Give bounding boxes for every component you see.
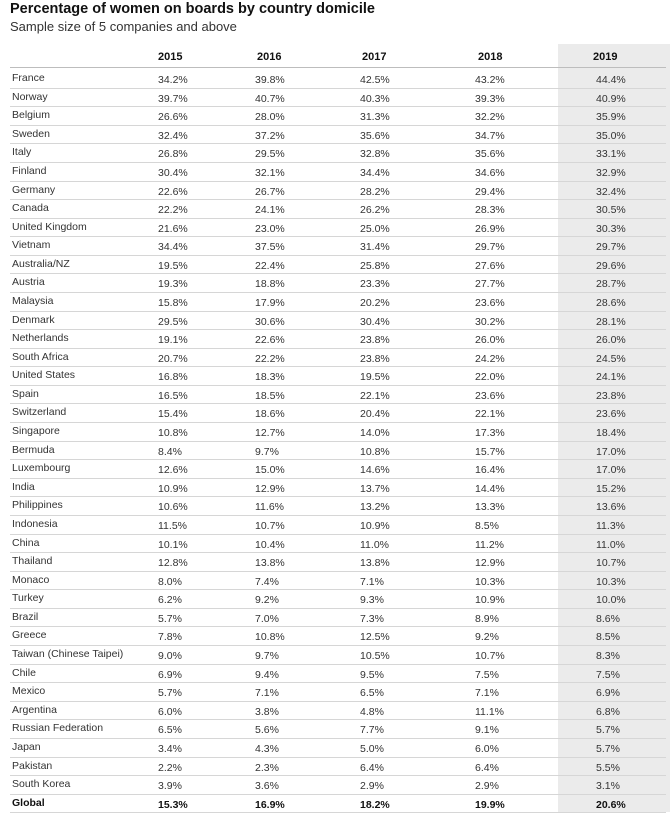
table-cell: 26.0% <box>596 334 626 347</box>
table-cell: 26.9% <box>475 222 505 235</box>
row-divider <box>10 236 666 237</box>
table-cell: 13.3% <box>475 501 505 514</box>
row-label: Indonesia <box>12 517 58 530</box>
table-cell: 4.8% <box>360 705 384 718</box>
table-cell: 16.8% <box>158 371 188 384</box>
table-cell: 32.1% <box>255 166 285 179</box>
row-divider <box>10 348 666 349</box>
column-header-2018: 2018 <box>478 51 503 63</box>
row-divider <box>10 626 666 627</box>
table-cell: 39.3% <box>475 92 505 105</box>
table-cell: 23.6% <box>596 408 626 421</box>
table-cell: 6.4% <box>360 761 384 774</box>
table-cell: 23.8% <box>360 352 390 365</box>
table-cell: 19.1% <box>158 334 188 347</box>
row-divider <box>10 664 666 665</box>
table-cell: 20.7% <box>158 352 188 365</box>
table-cell: 10.6% <box>158 501 188 514</box>
table-cell: 8.5% <box>596 631 620 644</box>
table-cell: 11.0% <box>360 538 389 551</box>
table-cell: 13.8% <box>360 557 390 570</box>
table-cell: 10.0% <box>596 594 626 607</box>
table-cell: 11.5% <box>158 519 187 532</box>
table-cell: 10.9% <box>475 594 505 607</box>
table-cell: 28.6% <box>596 297 626 309</box>
table-cell: 12.6% <box>158 464 188 477</box>
table-cell: 17.3% <box>475 427 505 439</box>
table-cell: 20.2% <box>360 297 390 309</box>
table-cell: 6.4% <box>475 761 499 774</box>
table-cell: 8.9% <box>475 612 499 625</box>
row-label: Belgium <box>12 109 50 122</box>
table-cell: 14.4% <box>475 482 505 495</box>
table-cell: 28.3% <box>475 204 505 217</box>
table-cell: 13.6% <box>596 501 626 514</box>
table-cell: 22.1% <box>360 389 390 402</box>
table-cell: 35.6% <box>475 148 505 161</box>
table-cell: 26.6% <box>158 111 188 124</box>
row-label: Mexico <box>12 685 46 698</box>
row-label: Chile <box>12 666 36 679</box>
table-cell: 3.9% <box>158 780 182 792</box>
row-label: Norway <box>12 90 48 103</box>
table-cell: 27.7% <box>475 278 505 291</box>
table-cell: 23.8% <box>596 389 626 402</box>
table-cell: 33.1% <box>596 148 626 161</box>
row-label: Global <box>12 796 45 809</box>
row-divider <box>10 181 666 182</box>
table-cell: 35.6% <box>360 129 390 142</box>
row-divider <box>10 515 666 516</box>
row-label: Turkey <box>12 592 44 605</box>
table-cell: 23.6% <box>475 389 505 402</box>
table-cell: 10.3% <box>596 575 626 588</box>
table-cell: 14.0% <box>360 427 390 439</box>
table-cell: 19.3% <box>158 278 188 291</box>
table-cell: 17.9% <box>255 297 285 309</box>
table-cell: 20.4% <box>360 408 390 421</box>
column-header-2016: 2016 <box>257 51 282 63</box>
row-label: Switzerland <box>12 406 67 419</box>
table-cell: 8.0% <box>158 575 182 588</box>
table-cell: 28.1% <box>596 315 626 328</box>
table-cell: 18.4% <box>596 427 626 439</box>
table-cell: 7.4% <box>255 575 279 588</box>
row-divider <box>10 125 666 126</box>
table-cell: 18.8% <box>255 278 285 291</box>
row-label: Sweden <box>12 127 50 140</box>
table-cell: 8.6% <box>596 612 620 625</box>
table-cell: 24.1% <box>596 371 626 384</box>
table-cell: 9.5% <box>360 668 384 681</box>
table-cell: 24.2% <box>475 352 505 365</box>
row-label: Singapore <box>12 425 60 437</box>
table-cell: 5.7% <box>596 742 620 755</box>
table-cell: 7.7% <box>360 724 384 737</box>
table-cell: 30.4% <box>360 315 390 328</box>
table-cell: 19.5% <box>360 371 390 384</box>
table-cell: 34.4% <box>360 166 390 179</box>
table-cell: 6.8% <box>596 705 620 718</box>
table-cell: 28.7% <box>596 278 626 291</box>
table-cell: 23.8% <box>360 334 390 347</box>
table-cell: 40.7% <box>255 92 285 105</box>
table-cell: 39.7% <box>158 92 188 105</box>
table-cell: 3.6% <box>255 780 279 792</box>
row-divider <box>10 775 666 776</box>
row-label: Japan <box>12 740 41 753</box>
table-cell: 22.2% <box>158 204 188 217</box>
table-cell: 32.2% <box>475 111 505 124</box>
table-cell: 14.6% <box>360 464 390 477</box>
table-cell: 37.5% <box>255 241 285 254</box>
table-cell: 6.0% <box>158 705 182 718</box>
table-cell: 6.0% <box>475 742 499 755</box>
table-cell: 10.7% <box>475 650 505 662</box>
table-cell: 7.8% <box>158 631 182 644</box>
row-divider <box>10 459 666 460</box>
row-label: Malaysia <box>12 295 54 307</box>
table-cell: 40.3% <box>360 92 390 105</box>
row-divider <box>10 385 666 386</box>
table-cell: 13.7% <box>360 482 390 495</box>
table-cell: 24.5% <box>596 352 626 365</box>
row-divider <box>10 552 666 553</box>
table-cell: 10.8% <box>360 445 390 458</box>
table-cell: 10.8% <box>255 631 285 644</box>
table-cell: 32.4% <box>158 129 188 142</box>
table-cell: 10.9% <box>360 519 390 532</box>
table-cell: 29.4% <box>475 185 505 198</box>
table-title: Percentage of women on boards by country domicile <box>10 1 375 17</box>
row-label: Bermuda <box>12 443 55 456</box>
table-cell: 34.2% <box>158 74 188 86</box>
table-cell: 5.7% <box>158 612 182 625</box>
table-cell: 31.4% <box>360 241 390 254</box>
table-cell: 23.6% <box>475 297 505 309</box>
table-cell: 8.3% <box>596 650 620 662</box>
row-divider <box>10 255 666 256</box>
row-divider <box>10 478 666 479</box>
row-divider <box>10 292 666 293</box>
table-cell: 24.1% <box>255 204 285 217</box>
table-cell: 34.4% <box>158 241 188 254</box>
table-cell: 17.0% <box>596 464 626 477</box>
table-cell: 12.8% <box>158 557 188 570</box>
table-cell: 34.6% <box>475 166 505 179</box>
table-cell: 35.0% <box>596 129 626 142</box>
table-cell: 5.7% <box>596 724 620 737</box>
table-cell: 27.6% <box>475 259 505 272</box>
row-divider <box>10 608 666 609</box>
row-label: Finland <box>12 164 47 177</box>
table-cell: 29.7% <box>596 241 626 254</box>
row-label: Australia/NZ <box>12 257 70 270</box>
row-divider <box>10 422 666 423</box>
table-cell: 22.6% <box>158 185 188 198</box>
table-cell: 10.8% <box>158 427 188 439</box>
row-label: France <box>12 72 45 84</box>
table-cell: 2.2% <box>158 761 182 774</box>
row-label: Taiwan (Chinese Taipei) <box>12 648 124 660</box>
table-cell: 30.4% <box>158 166 188 179</box>
table-cell: 6.5% <box>360 687 384 700</box>
row-divider <box>10 496 666 497</box>
table-cell: 10.5% <box>360 650 390 662</box>
table-cell: 35.9% <box>596 111 626 124</box>
table-cell: 11.2% <box>475 538 504 551</box>
row-label: Netherlands <box>12 332 69 345</box>
table-cell: 15.2% <box>596 482 626 495</box>
table-cell: 2.3% <box>255 761 279 774</box>
row-label: Thailand <box>12 555 53 568</box>
row-label: Denmark <box>12 313 55 326</box>
row-label: Italy <box>12 146 32 159</box>
row-divider <box>10 719 666 720</box>
table-cell: 5.7% <box>158 687 182 700</box>
table-cell: 13.8% <box>255 557 285 570</box>
column-header-2019: 2019 <box>593 51 618 63</box>
table-cell: 23.3% <box>360 278 390 291</box>
table-cell: 11.3% <box>596 519 625 532</box>
table-cell: 31.3% <box>360 111 390 124</box>
table-cell: 16.4% <box>475 464 505 477</box>
table-cell: 12.9% <box>255 482 285 495</box>
table-cell: 32.9% <box>596 166 626 179</box>
table-cell: 10.7% <box>255 519 285 532</box>
column-header-2015: 2015 <box>158 51 183 63</box>
row-divider <box>10 589 666 590</box>
row-divider <box>10 366 666 367</box>
table-cell: 22.2% <box>255 352 285 365</box>
table-cell: 32.4% <box>596 185 626 198</box>
table-cell: 5.5% <box>596 761 620 774</box>
row-label: China <box>12 536 40 549</box>
column-header-2017: 2017 <box>362 51 387 63</box>
table-cell: 18.6% <box>255 408 285 421</box>
table-cell: 22.1% <box>475 408 505 421</box>
table-cell: 22.6% <box>255 334 285 347</box>
table-cell: 13.2% <box>360 501 390 514</box>
table-cell: 9.0% <box>158 650 182 662</box>
table-cell: 26.0% <box>475 334 505 347</box>
row-divider <box>10 218 666 219</box>
row-label: United States <box>12 369 76 382</box>
table-cell: 37.2% <box>255 129 285 142</box>
table-cell: 6.9% <box>596 687 620 700</box>
table-cell: 16.9% <box>255 798 285 811</box>
row-divider <box>10 645 666 646</box>
table-cell: 32.8% <box>360 148 390 161</box>
row-label: South Korea <box>12 778 71 790</box>
row-divider <box>10 88 666 89</box>
row-divider <box>10 273 666 274</box>
row-divider <box>10 106 666 107</box>
table-cell: 4.3% <box>255 742 279 755</box>
table-cell: 16.5% <box>158 389 188 402</box>
row-label: Russian Federation <box>12 722 104 735</box>
table-cell: 25.8% <box>360 259 390 272</box>
table-cell: 19.5% <box>158 259 188 272</box>
table-cell: 21.6% <box>158 222 188 235</box>
table-cell: 11.1% <box>475 705 504 718</box>
row-label: Luxembourg <box>12 462 71 475</box>
table-cell: 26.7% <box>255 185 285 198</box>
table-cell: 18.3% <box>255 371 285 384</box>
table-cell: 18.2% <box>360 798 390 811</box>
row-divider <box>10 403 666 404</box>
row-divider <box>10 199 666 200</box>
table-cell: 6.2% <box>158 594 182 607</box>
row-divider <box>10 682 666 683</box>
table-cell: 9.3% <box>360 594 384 607</box>
row-divider <box>10 329 666 330</box>
table-cell: 23.0% <box>255 222 285 235</box>
table-cell: 28.2% <box>360 185 390 198</box>
table-cell: 30.3% <box>596 222 626 235</box>
row-label: Vietnam <box>12 239 51 252</box>
row-divider <box>10 311 666 312</box>
table-cell: 29.5% <box>255 148 285 161</box>
table-cell: 8.4% <box>158 445 182 458</box>
table-cell: 18.5% <box>255 389 285 402</box>
row-label: Greece <box>12 629 47 642</box>
table-cell: 9.7% <box>255 650 279 662</box>
row-divider <box>10 571 666 572</box>
row-divider <box>10 143 666 144</box>
table-cell: 9.2% <box>475 631 499 644</box>
table-cell: 6.5% <box>158 724 182 737</box>
table-cell: 29.6% <box>596 259 626 272</box>
table-cell: 17.0% <box>596 445 626 458</box>
table-cell: 9.1% <box>475 724 499 737</box>
table-cell: 12.9% <box>475 557 505 570</box>
row-divider <box>10 794 666 795</box>
table-cell: 2.9% <box>360 780 384 792</box>
table-cell: 15.0% <box>255 464 285 477</box>
table-cell: 19.9% <box>475 798 505 811</box>
table-cell: 44.4% <box>596 74 626 86</box>
row-label: Philippines <box>12 499 63 512</box>
row-label: United Kingdom <box>12 220 87 233</box>
table-cell: 9.2% <box>255 594 279 607</box>
row-label: Pakistan <box>12 759 53 772</box>
table-cell: 3.4% <box>158 742 182 755</box>
table-cell: 29.5% <box>158 315 188 328</box>
table-cell: 7.1% <box>360 575 384 588</box>
table-cell: 9.7% <box>255 445 279 458</box>
table-cell: 12.5% <box>360 631 390 644</box>
table-cell: 43.2% <box>475 74 505 86</box>
table-cell: 2.9% <box>475 780 499 792</box>
table-cell: 26.2% <box>360 204 390 217</box>
table-cell: 7.5% <box>596 668 620 681</box>
row-label: Brazil <box>12 610 39 623</box>
table-cell: 10.1% <box>158 538 188 551</box>
table-cell: 42.5% <box>360 74 390 86</box>
table-cell: 40.9% <box>596 92 626 105</box>
row-divider <box>10 757 666 758</box>
row-label: Argentina <box>12 703 57 716</box>
table-cell: 30.5% <box>596 204 626 217</box>
row-divider <box>10 534 666 535</box>
table-cell: 25.0% <box>360 222 390 235</box>
row-label: Austria <box>12 276 45 289</box>
table-cell: 20.6% <box>596 798 626 811</box>
table-cell: 22.4% <box>255 259 285 272</box>
table-cell: 7.5% <box>475 668 499 681</box>
table-cell: 5.6% <box>255 724 279 737</box>
table-cell: 22.0% <box>475 371 505 384</box>
table-cell: 9.4% <box>255 668 279 681</box>
table-cell: 30.2% <box>475 315 505 328</box>
row-divider <box>10 701 666 702</box>
table-cell: 11.0% <box>596 538 625 551</box>
table-cell: 15.8% <box>158 297 188 309</box>
row-label: Monaco <box>12 573 50 586</box>
table-cell: 10.9% <box>158 482 188 495</box>
table-cell: 15.4% <box>158 408 188 421</box>
table-cell: 8.5% <box>475 519 499 532</box>
table-cell: 15.3% <box>158 798 188 811</box>
table-cell: 10.4% <box>255 538 285 551</box>
table-cell: 7.3% <box>360 612 384 625</box>
row-label: Canada <box>12 202 49 215</box>
table-cell: 30.6% <box>255 315 285 328</box>
table-subtitle: Sample size of 5 companies and above <box>10 19 237 34</box>
table-cell: 3.1% <box>596 780 620 792</box>
table-cell: 28.0% <box>255 111 285 124</box>
table-cell: 6.9% <box>158 668 182 681</box>
row-label: South Africa <box>12 350 69 363</box>
table-cell: 7.1% <box>255 687 279 700</box>
header-divider <box>10 67 666 68</box>
table-cell: 11.6% <box>255 501 284 514</box>
row-divider <box>10 738 666 739</box>
table-cell: 15.7% <box>475 445 505 458</box>
table-cell: 3.8% <box>255 705 279 718</box>
row-divider <box>10 162 666 163</box>
row-label: Spain <box>12 387 39 400</box>
table-cell: 29.7% <box>475 241 505 254</box>
table-cell: 7.0% <box>255 612 279 625</box>
row-divider <box>10 441 666 442</box>
table-cell: 10.3% <box>475 575 505 588</box>
row-label: Germany <box>12 183 56 196</box>
table-cell: 12.7% <box>255 427 285 439</box>
table-cell: 5.0% <box>360 742 384 755</box>
table-cell: 34.7% <box>475 129 505 142</box>
row-label: India <box>12 480 35 493</box>
table-cell: 39.8% <box>255 74 285 86</box>
table-cell: 26.8% <box>158 148 188 161</box>
table-cell: 10.7% <box>596 557 626 570</box>
table-cell: 7.1% <box>475 687 499 700</box>
